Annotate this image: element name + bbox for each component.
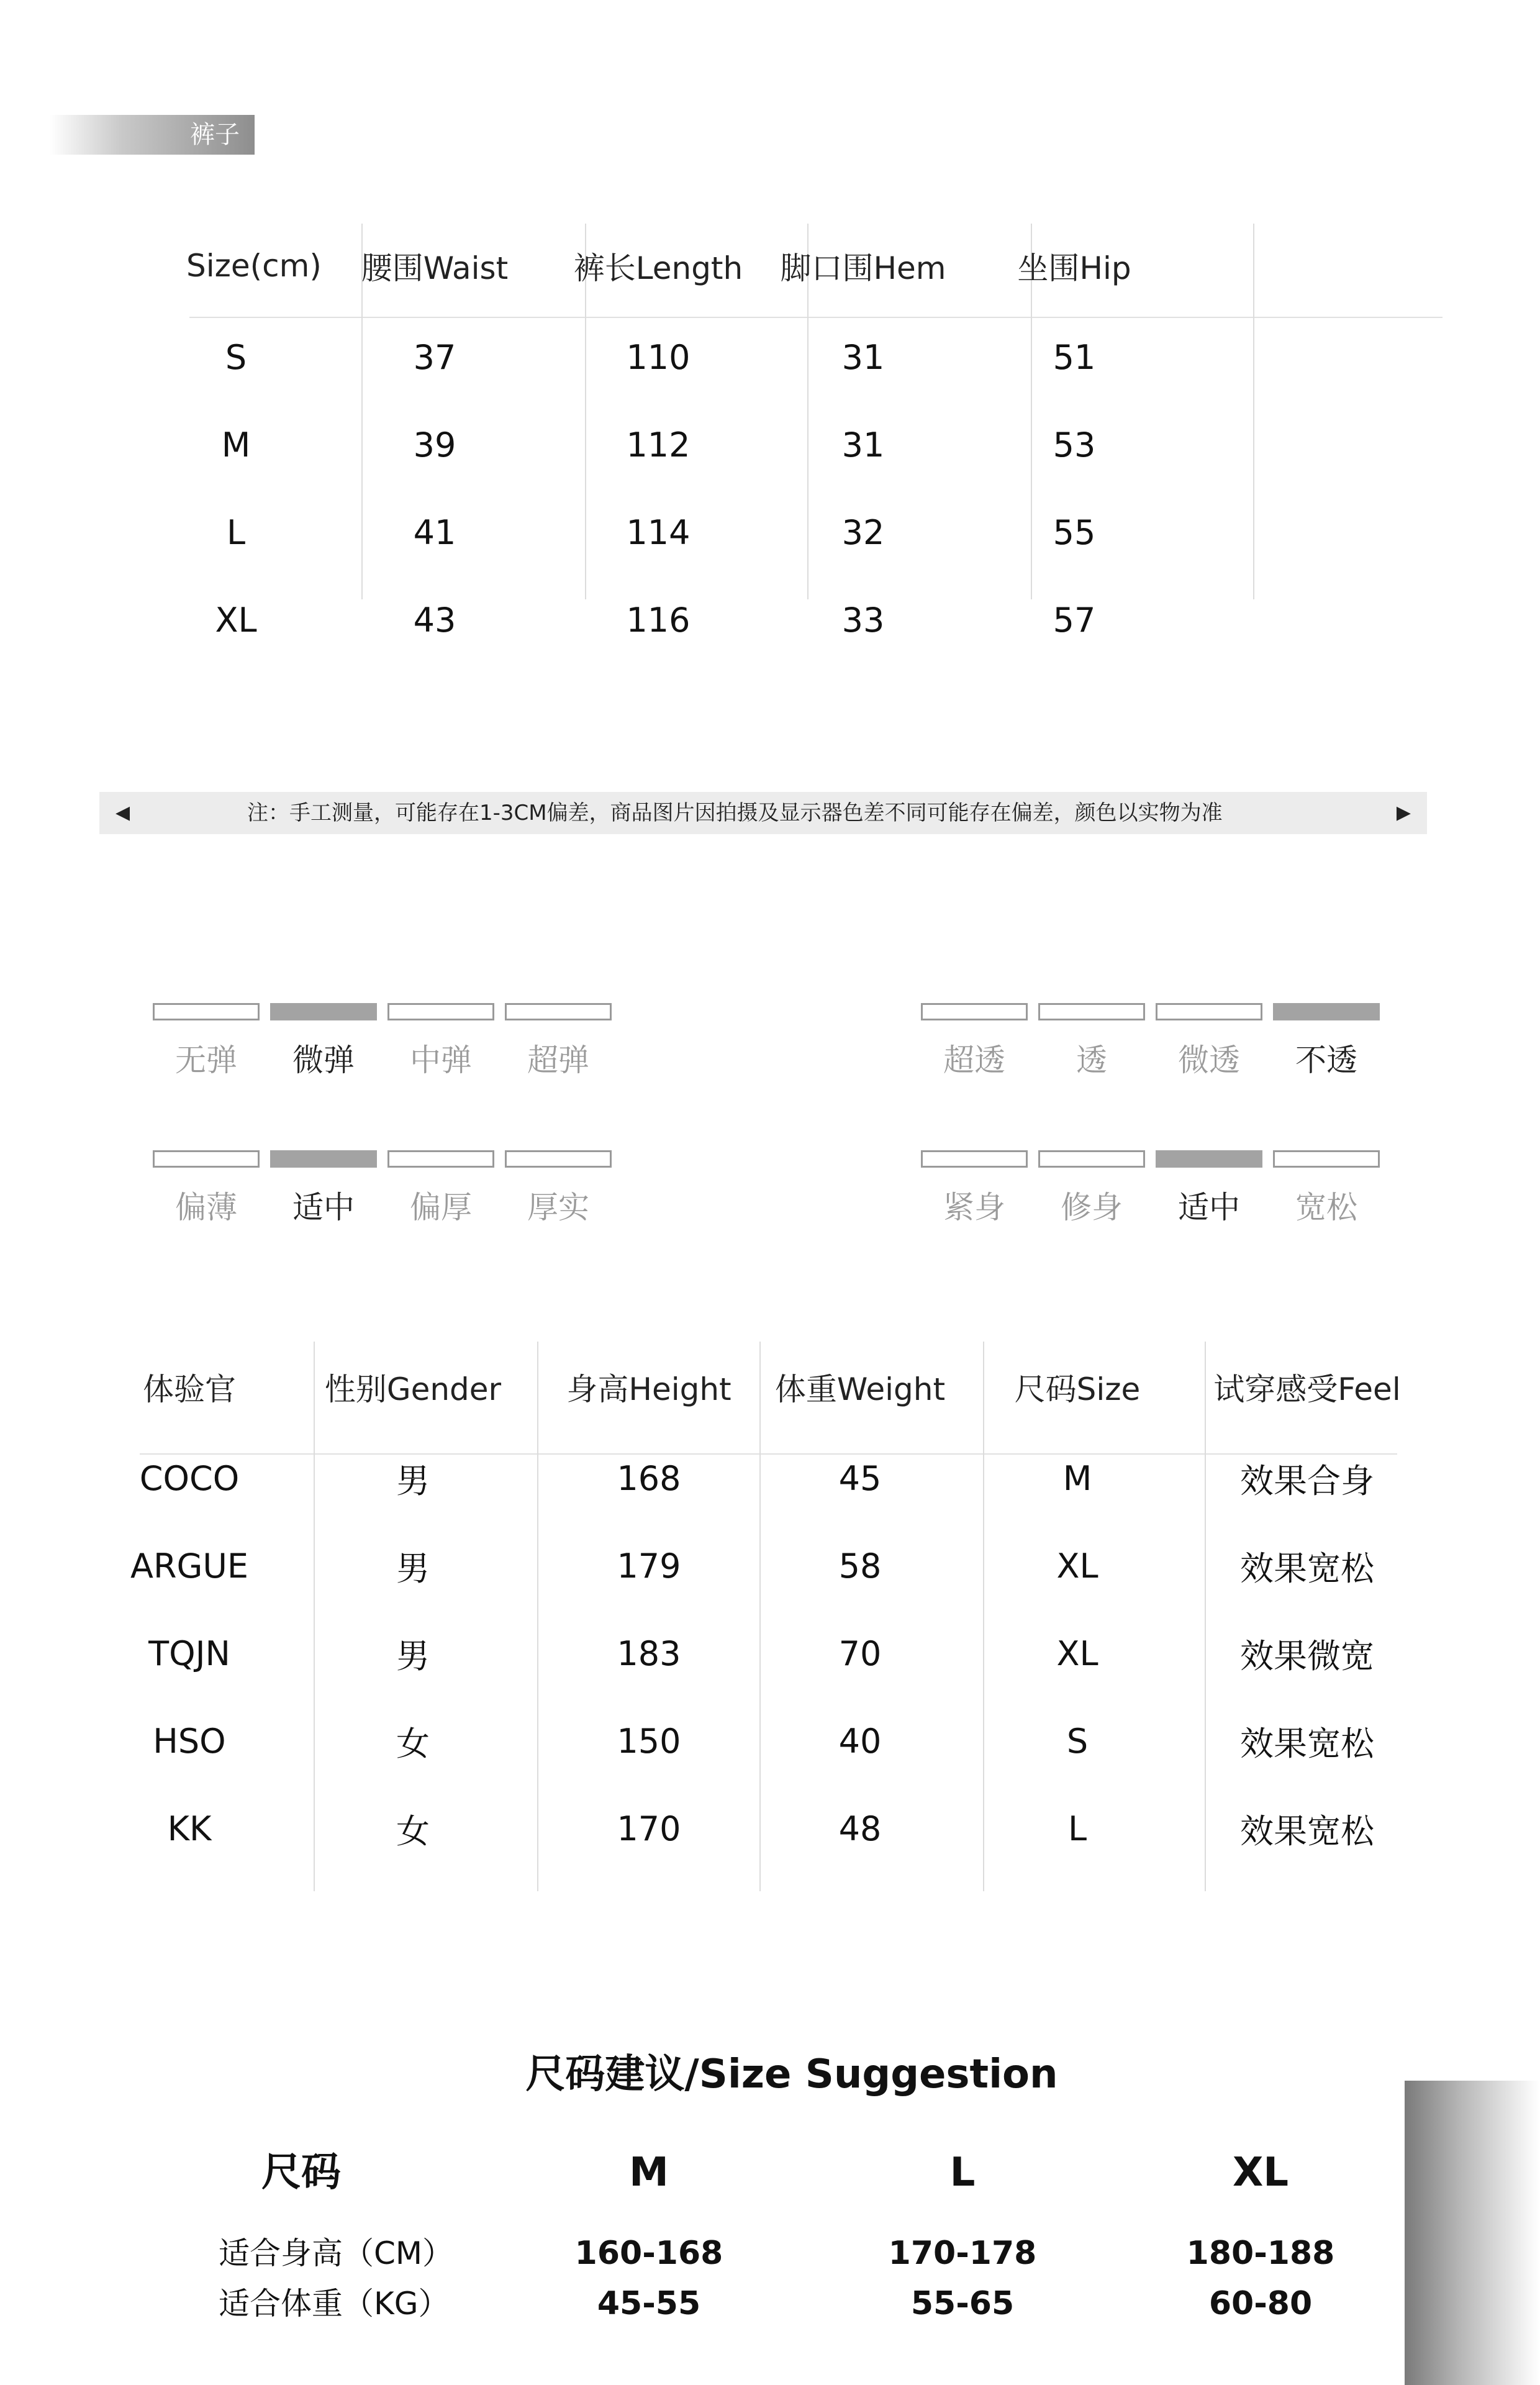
- size-cell: 43: [413, 601, 456, 640]
- table-row: [149, 489, 1143, 576]
- model-cell: ARGUE: [130, 1547, 248, 1586]
- scale-segment: [1038, 1003, 1145, 1020]
- height-range-value: 170-178: [888, 2235, 1037, 2272]
- scale-segment: [1273, 1003, 1380, 1020]
- size-cell: 110: [626, 338, 691, 377]
- scale-segment: [1038, 1150, 1145, 1168]
- model-cell: KK: [167, 1809, 212, 1848]
- model-table-header: 体重Weight: [774, 1371, 946, 1407]
- model-cell: S: [1066, 1722, 1089, 1761]
- size-table-header: 腰围Waist: [361, 250, 509, 286]
- scale-label: 修身: [1061, 1189, 1123, 1225]
- table-row: [90, 1435, 1419, 1522]
- weight-range-value: 45-55: [597, 2285, 701, 2322]
- table-row: [149, 401, 1143, 489]
- model-table: [90, 1338, 1419, 1873]
- scale-label: 不透: [1295, 1042, 1357, 1078]
- size-cell: 114: [626, 513, 691, 552]
- model-cell: XL: [1056, 1547, 1098, 1586]
- scale-label: 宽松: [1295, 1189, 1357, 1225]
- size-cell: 39: [413, 425, 456, 465]
- model-cell: 女: [396, 1812, 430, 1851]
- scale-segment: [921, 1150, 1028, 1168]
- model-cell: 183: [617, 1634, 681, 1673]
- table-row: [149, 314, 1143, 401]
- measurement-notice-text: 注：手工测量，可能存在1-3CM偏差，商品图片因拍摄及显示器色差不同可能存在偏差，颜色以实物为准: [247, 801, 1223, 825]
- size-table-header: 坐围Hip: [1017, 250, 1131, 286]
- model-cell: 40: [838, 1722, 882, 1761]
- model-cell: 效果微宽: [1240, 1637, 1374, 1676]
- left-arrow-icon: ◀: [116, 802, 130, 824]
- size-cell: 116: [626, 601, 691, 640]
- scale-segment: [153, 1003, 260, 1020]
- height-range-value: 180-188: [1186, 2235, 1335, 2272]
- model-table-header: 试穿感受Feel: [1213, 1371, 1401, 1407]
- model-cell: 男: [396, 1461, 430, 1501]
- model-cell: 179: [617, 1547, 681, 1586]
- scale-label: 适中: [1178, 1189, 1240, 1225]
- scale-label: 无弹: [175, 1042, 237, 1078]
- size-suggestion-title: 尺码建议/Size Suggestion: [525, 2051, 1058, 2097]
- model-cell: L: [1067, 1809, 1087, 1848]
- size-cell: 57: [1053, 601, 1096, 640]
- size-cell: 32: [841, 513, 885, 552]
- scale-label: 微弹: [292, 1042, 355, 1078]
- model-table-header: 尺码Size: [1014, 1371, 1141, 1407]
- size-cell: 51: [1053, 338, 1096, 377]
- size-cell: 31: [841, 425, 885, 465]
- model-table-header-row: [90, 1338, 1419, 1435]
- size-cell: L: [226, 513, 246, 552]
- right-arrow-icon: ▶: [1396, 802, 1411, 824]
- model-table-header: 性别Gender: [324, 1371, 502, 1407]
- table-row: [90, 1697, 1419, 1785]
- size-cell: 53: [1053, 425, 1096, 465]
- height-range-label: 适合身高（CM）: [219, 2235, 454, 2271]
- scale-segment: [921, 1003, 1028, 1020]
- weight-range-label: 适合体重（KG）: [219, 2286, 450, 2322]
- size-table-header: 裤长Length: [573, 250, 743, 286]
- scale-segment: [270, 1150, 377, 1168]
- size-cell: XL: [215, 601, 257, 640]
- size-cell: 41: [413, 513, 456, 552]
- model-cell: 男: [396, 1637, 430, 1676]
- scale-segment: [505, 1003, 612, 1020]
- scale-segment: [153, 1150, 260, 1168]
- table-row: [149, 576, 1143, 664]
- size-suggestion-header-label: 尺码: [261, 2150, 341, 2196]
- model-cell: 效果合身: [1240, 1461, 1374, 1501]
- transparency-scale: [921, 1003, 1393, 1090]
- size-cell: 33: [841, 601, 885, 640]
- model-cell: 48: [838, 1809, 882, 1848]
- scale-label: 紧身: [943, 1189, 1005, 1225]
- size-table-header: Size(cm): [186, 247, 322, 284]
- model-table-header: 体验官: [143, 1371, 236, 1407]
- model-cell: 女: [396, 1724, 430, 1763]
- model-cell: TQJN: [148, 1634, 230, 1673]
- model-cell: 效果宽松: [1240, 1812, 1374, 1851]
- model-cell: M: [1062, 1459, 1092, 1498]
- scale-label: 厚实: [527, 1189, 589, 1225]
- scale-label: 偏厚: [410, 1189, 472, 1225]
- model-cell: 170: [617, 1809, 681, 1848]
- scale-segment: [387, 1150, 494, 1168]
- model-cell: XL: [1056, 1634, 1098, 1673]
- size-cell: M: [221, 425, 251, 465]
- fit-scale: [921, 1150, 1393, 1237]
- scale-label: 透: [1076, 1042, 1107, 1078]
- size-table-header: 脚口围Hem: [780, 250, 946, 286]
- model-cell: 男: [396, 1549, 430, 1588]
- section-tag: [50, 115, 255, 155]
- size-table: [149, 217, 1143, 664]
- size-cell: 112: [626, 425, 691, 465]
- model-cell: 58: [838, 1547, 882, 1586]
- size-cell: 31: [841, 338, 885, 377]
- scale-label: 中弹: [410, 1042, 472, 1078]
- weight-range-value: 55-65: [910, 2285, 1015, 2322]
- table-row: [90, 1785, 1419, 1873]
- elasticity-scale: [153, 1003, 625, 1090]
- size-table-header-row: [149, 217, 1143, 314]
- section-tag-label: 裤子: [190, 120, 240, 149]
- table-row: [90, 1610, 1419, 1697]
- size-table-col-divider: [1253, 224, 1254, 599]
- weight-range-value: 60-80: [1208, 2285, 1313, 2322]
- scale-segment: [505, 1150, 612, 1168]
- model-cell: HSO: [153, 1722, 226, 1761]
- height-range-value: 160-168: [574, 2235, 723, 2272]
- model-cell: 45: [838, 1459, 882, 1498]
- model-cell: 150: [617, 1722, 681, 1761]
- thickness-scale: [153, 1150, 625, 1237]
- model-cell: 70: [838, 1634, 882, 1673]
- size-cell: 37: [413, 338, 456, 377]
- size-suggestion-size: XL: [1232, 2150, 1289, 2196]
- scale-label: 偏薄: [175, 1189, 237, 1225]
- size-cell: S: [225, 338, 247, 377]
- size-suggestion-size: M: [629, 2150, 669, 2196]
- scale-segment: [387, 1003, 494, 1020]
- model-cell: 效果宽松: [1240, 1724, 1374, 1763]
- scale-segment: [1156, 1003, 1262, 1020]
- decorative-shadow-bar: [1405, 2081, 1540, 2385]
- scale-label: 超弹: [527, 1042, 589, 1078]
- size-suggestion-size: L: [949, 2150, 976, 2196]
- model-cell: 168: [617, 1459, 681, 1498]
- table-row: [90, 1522, 1419, 1610]
- scale-label: 超透: [943, 1042, 1005, 1078]
- model-cell: 效果宽松: [1240, 1549, 1374, 1588]
- model-table-header: 身高Height: [566, 1371, 732, 1407]
- model-cell: COCO: [139, 1459, 240, 1498]
- scale-segment: [1156, 1150, 1262, 1168]
- scale-label: 适中: [292, 1189, 355, 1225]
- size-cell: 55: [1053, 513, 1096, 552]
- measurement-notice-bar: [99, 792, 1427, 834]
- scale-segment: [1273, 1150, 1380, 1168]
- scale-label: 微透: [1178, 1042, 1240, 1078]
- scale-segment: [270, 1003, 377, 1020]
